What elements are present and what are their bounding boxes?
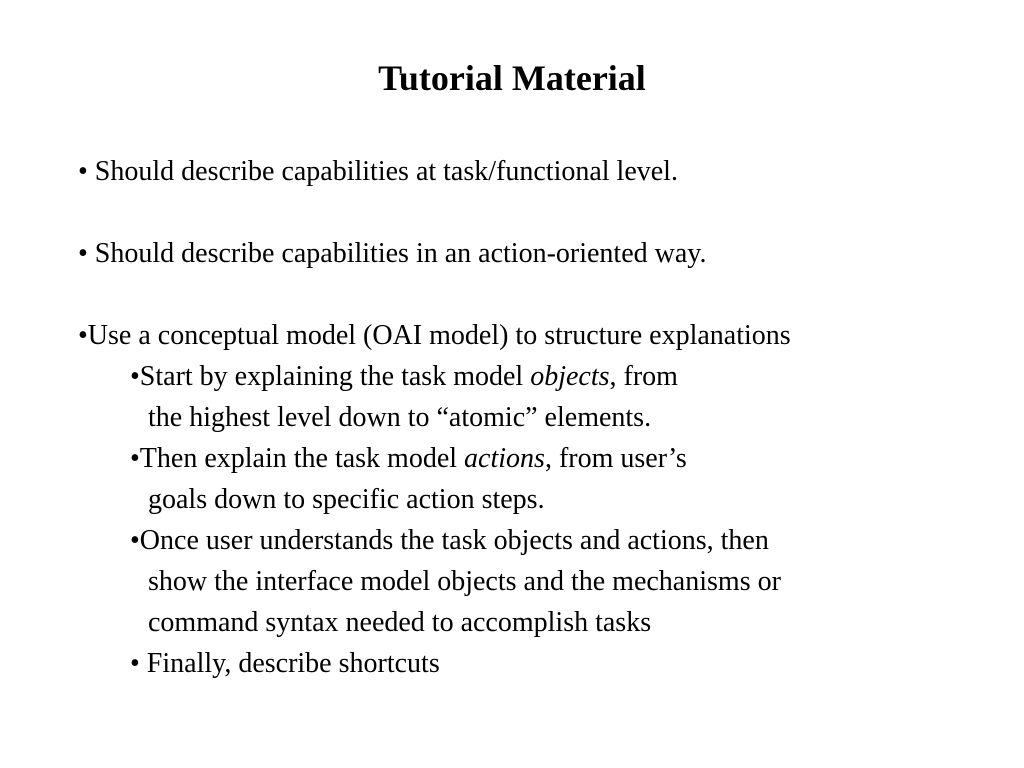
- sub-bullet-task-actions-continuation: goals down to specific action steps.: [148, 484, 545, 515]
- sub-bullet-task-objects-continuation: the highest level down to “atomic” elements.: [148, 402, 652, 433]
- sub-bullet-task-objects-text: •Start by explaining the task model: [130, 361, 531, 392]
- slide-title: Tutorial Material: [378, 58, 646, 98]
- sub-bullet-shortcuts: • Finally, describe shortcuts: [130, 648, 440, 679]
- sub-bullet-task-actions-text-end: , from user’s: [544, 443, 687, 474]
- emphasis-actions: actions: [464, 443, 545, 474]
- sub-bullet-interface-model-line3: command syntax needed to accomplish tasks: [148, 607, 652, 638]
- sub-bullet-interface-model: •Once user understands the task objects and actions, then: [130, 525, 769, 556]
- sub-bullet-interface-model-line2: show the interface model objects and the mechanisms or: [148, 566, 781, 597]
- sub-bullet-task-actions: [130, 441, 687, 477]
- emphasis-objects: objects: [530, 361, 610, 392]
- sub-bullet-task-actions-text: •Then explain the task model: [130, 443, 465, 474]
- bullet-task-functional-level: • Should describe capabilities at task/functional level.: [78, 156, 678, 187]
- sub-bullet-task-objects: [130, 359, 678, 395]
- bullet-action-oriented: • Should describe capabilities in an action-oriented way.: [78, 238, 707, 269]
- sub-bullet-task-objects-text-end: , from: [609, 361, 678, 392]
- bullet-conceptual-model: •Use a conceptual model (OAI model) to structure explanations: [78, 320, 791, 351]
